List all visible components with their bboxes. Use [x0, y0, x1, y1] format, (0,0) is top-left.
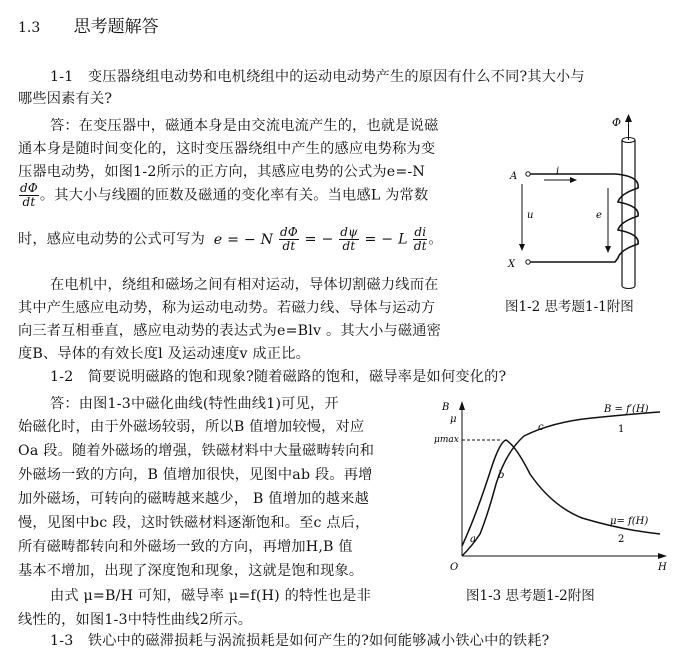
label-mu: μ — [450, 414, 457, 425]
question-1-1-line1: 1-1 变压器绕组电动势和电机绕组中的运动电动势产生的原因有什么不同?其大小与 — [50, 69, 585, 85]
question-1-1-line2: 哪些因素有关? — [18, 91, 113, 107]
answer-1-1-line: 度B、导体的有效长度l 及运动速度v 成正比。 — [18, 346, 310, 362]
label-H: H — [658, 562, 667, 573]
label-e: e — [596, 210, 602, 221]
answer-1-1-line-with-fraction: $\frac{d\Phi}{dt}$ 。其大小与线圈的匝数及磁通的变化率有关。当电感L 为常数 — [20, 181, 429, 209]
answer-1-1-line: 在电机中，绕组和磁场之间有相对运动，导体切割磁力线而在 — [50, 277, 439, 293]
label-2: 2 — [618, 534, 625, 545]
answer-1-1-line: 其中产生感应电动势，称为运动电动势。若磁力线、导体与运动方 — [18, 300, 436, 316]
label-X: X — [508, 259, 516, 270]
answer-1-1-line: 向三者互相垂直，感应电动势的表达式为e=Blv 。其大小与磁通密 — [18, 323, 442, 339]
label-u: u — [527, 210, 534, 221]
answer-1-2-line: 答：由图1-3中磁化曲线(特性曲线1)可见，开 — [50, 396, 339, 412]
section-heading — [18, 12, 159, 37]
fraction-dphi-dt: $\frac{d\Phi}{dt}$ — [20, 181, 38, 209]
label-a: a — [470, 534, 476, 545]
figure-1-3-caption: 图1-3 思考题1-2附图 — [466, 588, 595, 604]
label-1: 1 — [618, 424, 625, 435]
answer-1-2-line: Oa 段。随着外磁场的增强，铁磁材料中大量磁畴转向和 — [18, 443, 375, 459]
section-number: 1.3 — [18, 20, 41, 36]
label-c: c — [538, 422, 544, 433]
question-1-3: 1-3 铁心中的磁滞损耗与涡流损耗是如何产生的?如何能够减小铁心中的铁耗? — [50, 633, 550, 649]
answer-1-2-line: 由式 μ=B/H 可知，磁导率 μ=f(H) 的特性也是非 — [50, 588, 371, 604]
answer-1-2-line: 基本不增加，出现了深度饱和现象，这就是饱和现象。 — [18, 563, 364, 579]
label-mumax: μmax — [434, 435, 459, 445]
section-title: 思考题解答 — [73, 17, 159, 37]
label-phi: Φ — [612, 116, 622, 129]
answer-1-2-line: 外磁场一致的方向，B 值增加很快，见图中ab 段。再增 — [18, 467, 373, 483]
label-curve2: μ= f(H) — [610, 516, 649, 527]
curve-1-BH — [462, 412, 660, 556]
answer-1-2-line: 线性的，如图1-3中特性曲线2所示。 — [18, 612, 253, 628]
label-curve1: B = f′(H) — [604, 404, 649, 415]
label-origin: O — [450, 562, 459, 573]
answer-1-1-line: 答：在变压器中，磁通本身是由交流电流产生的，也就是说磁 — [50, 118, 439, 134]
label-b: b — [498, 470, 505, 481]
figure-1-2-transformer-coil — [500, 112, 670, 292]
label-A: A — [510, 171, 518, 182]
question-1-2: 1-2 简要说明磁路的饱和现象?随着磁路的饱和，磁导率是如何变化的? — [50, 369, 507, 385]
label-B: B — [442, 402, 450, 413]
curve-2-muH — [462, 440, 660, 546]
answer-1-1-line: 通本身是随时间变化的，这时变压器绕组中产生的感应电势称为变 — [18, 141, 436, 157]
figure-1-2-caption: 图1-2 思考题1-1附图 — [505, 299, 634, 315]
answer-1-2-line: 加外磁场，可转向的磁畴越来越少， B 值增加的越来越 — [18, 491, 369, 507]
answer-1-2-line: 慢，见图中bc 段，这时铁磁材料逐渐饱和。至c 点后， — [18, 515, 370, 531]
label-i: i — [556, 166, 560, 177]
answer-1-1-line: 压器电动势，如图1-2所示的正方向，其感应电势的公式为e=-N — [18, 164, 426, 180]
figure-1-3-magnetization-curve — [432, 396, 674, 576]
answer-1-1-formula-line: 时，感应电动势的公式可写为 e = − N $\frac{d\Phi}{dt}$ = − $\frac{d\psi}{dt}$ = − L $\frac{di}{dt}$ 。 — [18, 225, 443, 253]
answer-1-2-line: 始磁化时，由于外磁场较弱，所以B 值增加较慢，对应 — [18, 419, 365, 435]
answer-1-2-line: 所有磁畴都转向和外磁场一致的方向，再增加H,B 值 — [18, 539, 353, 555]
